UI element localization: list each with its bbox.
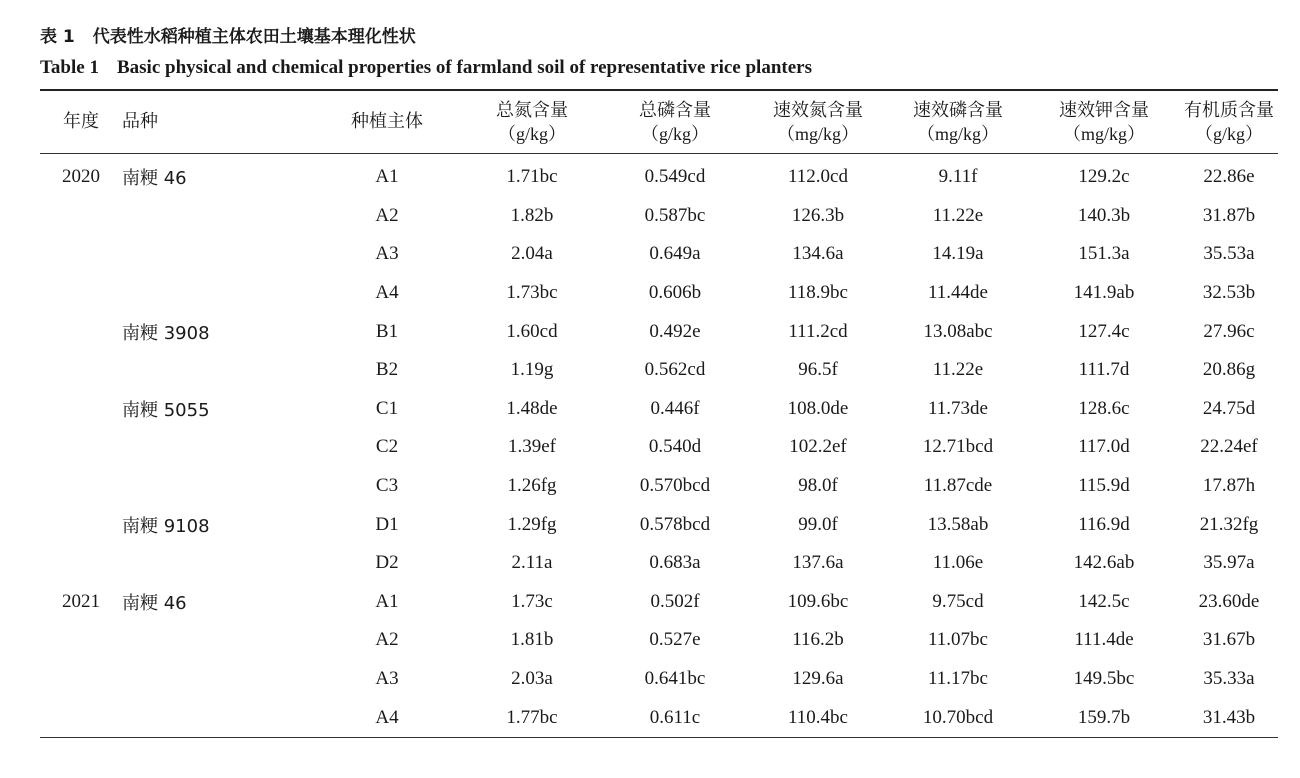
cell-available-nitrogen: 137.6a xyxy=(792,552,844,574)
cell-organic-matter: 24.75d xyxy=(1202,397,1256,419)
cell-year xyxy=(40,312,122,351)
cell-organic-matter: 27.96c xyxy=(1203,320,1255,342)
soil-properties-table xyxy=(40,89,1278,738)
cell-total-nitrogen: 1.39ef xyxy=(507,436,556,458)
table-row xyxy=(40,274,1278,313)
cell-variety xyxy=(122,154,312,197)
cell-variety xyxy=(122,351,312,390)
cell-available-potassium: 142.6ab xyxy=(1073,552,1135,574)
cell-variety xyxy=(122,698,312,737)
cell-available-nitrogen: 108.0de xyxy=(787,397,849,419)
cell-planter: A3 xyxy=(375,668,399,690)
cell-available-potassium: 127.4c xyxy=(1078,320,1130,342)
cell-available-phosphorus: 10.70bcd xyxy=(922,706,994,728)
table-row xyxy=(40,390,1278,429)
cell-available-nitrogen: 98.0f xyxy=(798,475,838,497)
cell-available-potassium: 129.2c xyxy=(1078,166,1130,188)
cell-available-nitrogen: 109.6bc xyxy=(787,590,849,612)
table-header-row xyxy=(40,90,1278,154)
cell-available-potassium: 116.9d xyxy=(1078,513,1130,535)
cell-organic-matter: 22.86e xyxy=(1203,166,1255,188)
cell-organic-matter: 31.43b xyxy=(1202,706,1256,728)
cell-planter: D1 xyxy=(375,513,399,535)
cell-total-phosphorus: 0.502f xyxy=(650,590,700,612)
table-number-chinese: 表 1 xyxy=(40,27,75,47)
cell-total-nitrogen: 1.60cd xyxy=(506,320,558,342)
variety-label: 南粳 46 xyxy=(122,168,187,190)
cell-available-nitrogen: 99.0f xyxy=(798,513,838,535)
cell-total-nitrogen: 1.29fg xyxy=(507,513,557,535)
cell-total-nitrogen: 2.11a xyxy=(511,552,553,574)
cell-variety xyxy=(122,583,312,622)
cell-planter: B1 xyxy=(375,320,399,342)
cell-planter: B2 xyxy=(375,359,399,381)
cell-available-potassium: 111.4de xyxy=(1074,629,1134,651)
cell-year xyxy=(40,274,122,313)
cell-organic-matter: 17.87h xyxy=(1202,475,1256,497)
variety-label: 南粳 46 xyxy=(122,592,187,614)
cell-planter: A4 xyxy=(375,706,399,728)
cell-available-potassium: 142.5c xyxy=(1078,590,1130,612)
cell-organic-matter: 22.24ef xyxy=(1200,436,1258,458)
cell-variety xyxy=(122,235,312,274)
cell-organic-matter: 35.53a xyxy=(1203,243,1255,265)
cell-available-phosphorus: 13.08abc xyxy=(923,320,993,342)
cell-planter: A2 xyxy=(375,629,399,651)
cell-available-potassium: 128.6c xyxy=(1078,397,1130,419)
table-row xyxy=(40,197,1278,236)
table-title-english xyxy=(40,57,812,79)
cell-variety xyxy=(122,660,312,699)
variety-label: 南粳 5055 xyxy=(122,399,210,421)
column-header-organic-matter: 有机质含量 （g/kg） xyxy=(1184,100,1274,144)
cell-total-nitrogen: 1.77bc xyxy=(506,706,558,728)
table-title-chinese xyxy=(40,22,416,47)
column-header-available-nitrogen: 速效氮含量 （mg/kg） xyxy=(773,100,863,144)
cell-available-nitrogen: 129.6a xyxy=(792,668,844,690)
column-header-year: 年度 xyxy=(63,111,99,132)
cell-organic-matter: 35.33a xyxy=(1203,668,1255,690)
cell-variety xyxy=(122,312,312,351)
cell-year xyxy=(40,698,122,737)
cell-available-potassium: 141.9ab xyxy=(1073,282,1135,304)
table-row xyxy=(40,621,1278,660)
cell-planter: C1 xyxy=(375,397,399,419)
cell-total-phosphorus: 0.606b xyxy=(648,282,702,304)
cell-total-phosphorus: 0.570bcd xyxy=(639,475,711,497)
cell-total-nitrogen: 2.04a xyxy=(511,243,553,265)
table-row xyxy=(40,312,1278,351)
cell-organic-matter: 35.97a xyxy=(1203,552,1255,574)
cell-available-phosphorus: 13.58ab xyxy=(927,513,989,535)
cell-year xyxy=(40,544,122,583)
cell-year xyxy=(40,390,122,429)
column-header-total-nitrogen: 总氮含量 （g/kg） xyxy=(496,100,568,144)
cell-planter: A1 xyxy=(375,166,399,188)
cell-available-phosphorus: 11.87cde xyxy=(923,475,993,497)
cell-organic-matter: 31.67b xyxy=(1202,629,1256,651)
cell-total-phosphorus: 0.611c xyxy=(649,706,701,728)
cell-total-phosphorus: 0.446f xyxy=(650,397,700,419)
table-row xyxy=(40,505,1278,544)
column-header-variety: 品种 xyxy=(122,111,158,132)
cell-total-phosphorus: 0.527e xyxy=(649,629,701,651)
cell-organic-matter: 31.87b xyxy=(1202,204,1256,226)
cell-year xyxy=(40,428,122,467)
cell-total-nitrogen: 1.73c xyxy=(511,590,553,612)
cell-available-nitrogen: 96.5f xyxy=(798,359,838,381)
table-row xyxy=(40,467,1278,506)
table-row xyxy=(40,351,1278,390)
table-number-english: Table 1 xyxy=(40,57,99,78)
cell-available-potassium: 117.0d xyxy=(1078,436,1130,458)
table-row xyxy=(40,660,1278,699)
cell-variety xyxy=(122,544,312,583)
cell-available-nitrogen: 110.4bc xyxy=(788,706,848,728)
cell-variety xyxy=(122,505,312,544)
table-caption-chinese: 代表性水稻种植主体农田土壤基本理化性状 xyxy=(92,27,416,47)
cell-variety xyxy=(122,428,312,467)
cell-total-phosphorus: 0.578bcd xyxy=(639,513,711,535)
cell-total-nitrogen: 1.26fg xyxy=(507,475,557,497)
cell-total-nitrogen: 1.19g xyxy=(510,359,554,381)
cell-planter: C2 xyxy=(375,436,399,458)
cell-planter: D2 xyxy=(375,552,399,574)
cell-planter: A1 xyxy=(375,590,399,612)
cell-available-phosphorus: 11.22e xyxy=(932,359,984,381)
cell-organic-matter: 23.60de xyxy=(1198,590,1260,612)
cell-available-phosphorus: 9.75cd xyxy=(932,590,984,612)
table-row xyxy=(40,235,1278,274)
cell-total-phosphorus: 0.562cd xyxy=(644,359,706,381)
cell-total-nitrogen: 2.03a xyxy=(511,668,553,690)
cell-planter: A3 xyxy=(375,243,399,265)
cell-total-phosphorus: 0.641bc xyxy=(644,668,706,690)
cell-available-potassium: 149.5bc xyxy=(1073,668,1135,690)
cell-organic-matter: 20.86g xyxy=(1202,359,1256,381)
table-row xyxy=(40,428,1278,467)
cell-total-nitrogen: 1.48de xyxy=(506,397,558,419)
cell-total-nitrogen: 1.73bc xyxy=(506,282,558,304)
cell-variety xyxy=(122,274,312,313)
cell-available-nitrogen: 134.6a xyxy=(792,243,844,265)
cell-available-phosphorus: 14.19a xyxy=(932,243,984,265)
cell-planter: A4 xyxy=(375,282,399,304)
cell-year: 2021 xyxy=(62,590,100,612)
variety-label: 南粳 3908 xyxy=(122,322,210,344)
cell-year xyxy=(40,660,122,699)
cell-variety xyxy=(122,390,312,429)
table-row xyxy=(40,583,1278,622)
cell-year xyxy=(40,467,122,506)
table-row xyxy=(40,154,1278,197)
cell-available-potassium: 151.3a xyxy=(1078,243,1130,265)
cell-total-phosphorus: 0.492e xyxy=(649,320,701,342)
cell-year xyxy=(40,235,122,274)
cell-total-nitrogen: 1.82b xyxy=(510,204,554,226)
table-body xyxy=(40,154,1278,738)
cell-total-phosphorus: 0.683a xyxy=(649,552,701,574)
column-header-available-potassium: 速效钾含量 （mg/kg） xyxy=(1059,100,1149,144)
column-header-planter: 种植主体 xyxy=(351,111,423,132)
cell-available-nitrogen: 111.2cd xyxy=(788,320,848,342)
cell-available-nitrogen: 116.2b xyxy=(792,629,844,651)
cell-available-phosphorus: 11.07bc xyxy=(928,629,988,651)
cell-available-phosphorus: 11.06e xyxy=(932,552,984,574)
cell-year xyxy=(40,621,122,660)
cell-available-nitrogen: 118.9bc xyxy=(788,282,848,304)
cell-available-potassium: 111.7d xyxy=(1078,359,1130,381)
variety-label: 南粳 9108 xyxy=(122,515,210,537)
column-header-available-phosphorus: 速效磷含量 （mg/kg） xyxy=(913,100,1003,144)
cell-variety xyxy=(122,467,312,506)
cell-variety xyxy=(122,197,312,236)
cell-total-nitrogen: 1.71bc xyxy=(506,166,558,188)
cell-planter: A2 xyxy=(375,204,399,226)
cell-total-nitrogen: 1.81b xyxy=(510,629,554,651)
cell-available-potassium: 140.3b xyxy=(1077,204,1131,226)
cell-variety xyxy=(122,621,312,660)
table-row xyxy=(40,544,1278,583)
cell-available-nitrogen: 126.3b xyxy=(791,204,845,226)
column-header-total-phosphorus: 总磷含量 （g/kg） xyxy=(639,100,711,144)
cell-available-phosphorus: 11.17bc xyxy=(928,668,988,690)
cell-year xyxy=(40,351,122,390)
table-caption-english: Basic physical and chemical properties of farmland soil of representative rice planters xyxy=(116,57,812,78)
cell-available-phosphorus: 11.22e xyxy=(932,204,984,226)
cell-organic-matter: 32.53b xyxy=(1202,282,1256,304)
cell-year xyxy=(40,505,122,544)
cell-available-phosphorus: 11.44de xyxy=(928,282,988,304)
cell-total-phosphorus: 0.549cd xyxy=(644,166,706,188)
cell-total-phosphorus: 0.649a xyxy=(649,243,701,265)
table-row xyxy=(40,698,1278,737)
cell-available-phosphorus: 9.11f xyxy=(938,166,978,188)
cell-available-phosphorus: 12.71bcd xyxy=(922,436,994,458)
cell-available-nitrogen: 112.0cd xyxy=(788,166,848,188)
cell-year xyxy=(40,197,122,236)
cell-available-nitrogen: 102.2ef xyxy=(789,436,847,458)
cell-organic-matter: 21.32fg xyxy=(1199,513,1259,535)
cell-planter: C3 xyxy=(375,475,399,497)
cell-available-potassium: 115.9d xyxy=(1078,475,1130,497)
cell-total-phosphorus: 0.587bc xyxy=(644,204,706,226)
cell-year: 2020 xyxy=(62,166,100,188)
cell-available-phosphorus: 11.73de xyxy=(928,397,988,419)
cell-available-potassium: 159.7b xyxy=(1077,706,1131,728)
cell-total-phosphorus: 0.540d xyxy=(648,436,702,458)
